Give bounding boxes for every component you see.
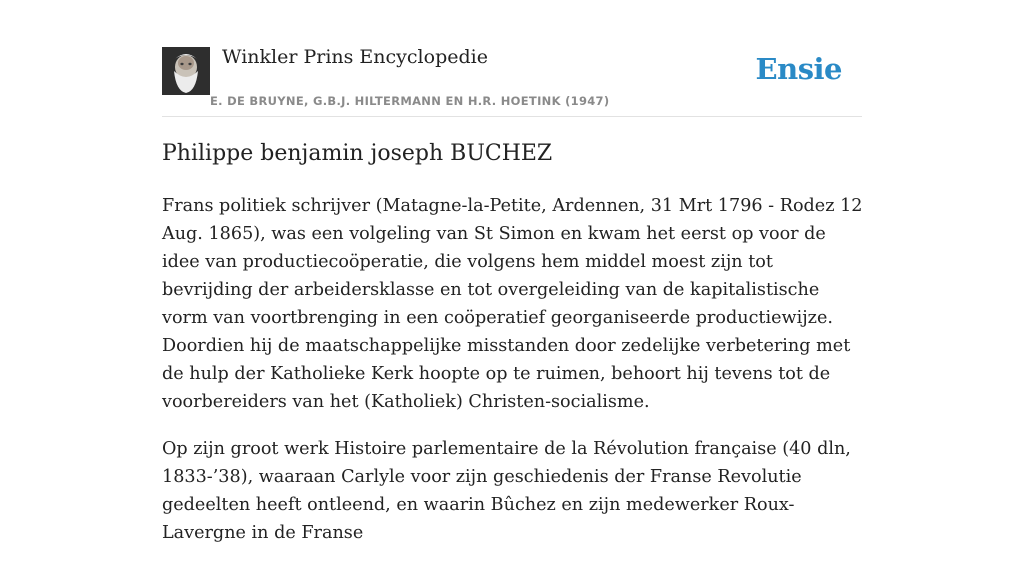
avatar[interactable] <box>162 47 210 95</box>
article-body <box>162 192 864 566</box>
site-header <box>162 0 862 117</box>
page <box>162 0 863 543</box>
portrait-icon <box>162 47 210 95</box>
paragraph: Frans politiek schrijver (Matagne-la-Petite, Ardennen, 31 Mrt 1796 - Rodez 12 Aug. 1865), was een volgeling van St Simon en kwam het eerst op voor de idee van productiecoöperatie, die volgens hem middel moest zijn tot bevrijding der arbeidersklasse en tot overgeleiding van de kapitalistische vorm van voortbrenging in een coöperatief georganiseerde productiewijze. Doordien hij de maatschappelijke misstanden door zedelijke verbetering met de hulp der Katholieke Kerk hoopte op te ruimen, behoort hij tevens tot de voorbereiders van het (Katholiek) Christen-socialisme. <box>162 196 863 412</box>
brand-logo-link[interactable]: Ensie <box>755 52 842 86</box>
site-title[interactable]: Winkler Prins Encyclopedie <box>222 46 488 68</box>
page-title: Philippe benjamin joseph BUCHEZ <box>162 141 553 166</box>
authors-line: E. DE BRUYNE, G.B.J. HILTERMANN EN H.R. HOETINK (1947) <box>210 94 610 108</box>
paragraph: Op zijn groot werk Histoire parlementaire de la Révolution française (40 dln, 1833-’38), waaraan Carlyle voor zijn geschiedenis der Franse Revolutie gedeelten heeft ontleend, en waarin Bûchez en zijn medewerker Roux-Lavergne in de Franse <box>162 439 851 543</box>
